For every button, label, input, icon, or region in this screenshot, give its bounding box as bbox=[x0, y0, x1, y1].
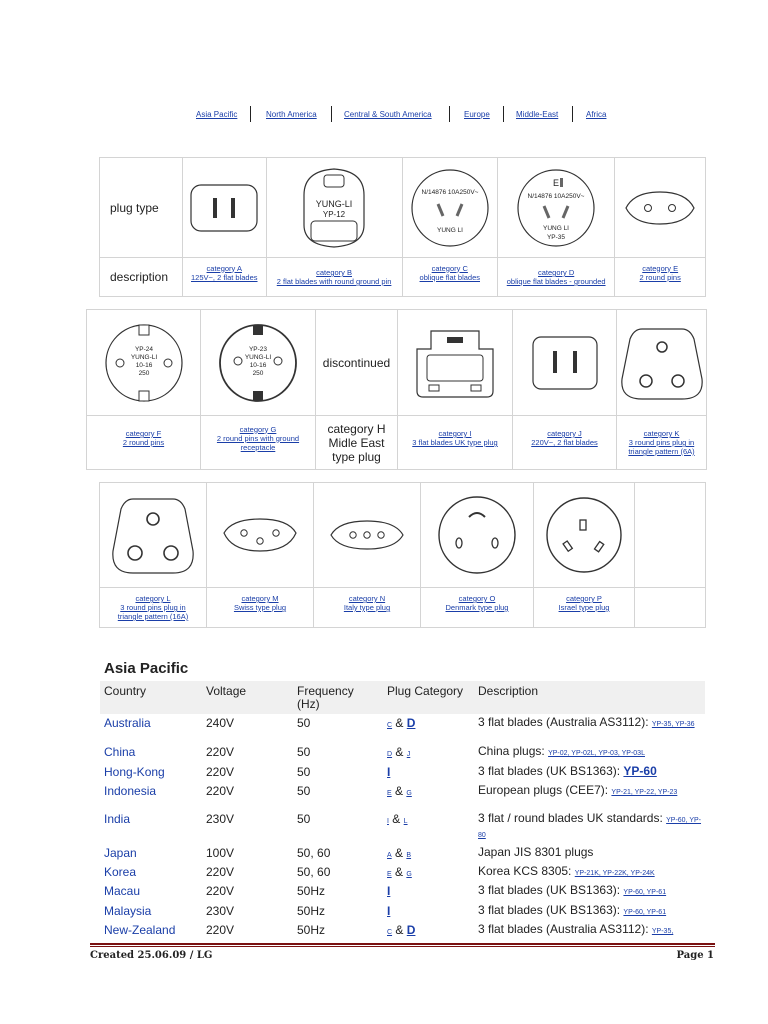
plug-category-link[interactable]: D bbox=[387, 751, 393, 758]
cell-plug-category bbox=[387, 716, 415, 730]
plug-d-icon bbox=[516, 168, 596, 248]
category-b-link[interactable]: category B bbox=[316, 268, 352, 277]
plug-j-icon bbox=[531, 335, 599, 391]
category-a-desc[interactable]: 125V~, 2 flat blades bbox=[191, 272, 258, 282]
header-frequency: Frequency (Hz) bbox=[297, 684, 354, 711]
nav-separator bbox=[331, 106, 332, 122]
plug-b-icon bbox=[299, 165, 369, 251]
description-text: 3 flat blades (UK BS1363): bbox=[478, 883, 621, 897]
category-f-link[interactable]: category F bbox=[125, 429, 162, 438]
category-l-desc[interactable]: 3 round pins plug in triangle pattern (16A) bbox=[117, 603, 189, 621]
discontinued-label: discontinued bbox=[322, 355, 391, 370]
category-j-cell bbox=[513, 416, 617, 470]
svg-text:YUNG-LI: YUNG-LI bbox=[315, 198, 353, 209]
category-k-cell bbox=[617, 416, 707, 470]
cell-frequency: 50 bbox=[297, 765, 311, 779]
category-j-desc[interactable]: 220V~, 2 flat blades bbox=[531, 438, 598, 447]
cell-voltage: 220V bbox=[206, 865, 235, 879]
cell-frequency: 50 bbox=[297, 784, 311, 798]
cell-country: Indonesia bbox=[104, 784, 157, 798]
cell-country: Hong-Kong bbox=[104, 765, 165, 779]
svg-text:E: E bbox=[553, 177, 560, 188]
svg-text:YUNG-LI: YUNG-LI bbox=[244, 353, 272, 361]
nav-africa[interactable]: Africa bbox=[586, 110, 607, 119]
svg-text:10-16: 10-16 bbox=[249, 361, 267, 369]
category-e-desc[interactable]: 2 round pins bbox=[639, 272, 681, 282]
plug-g-icon bbox=[216, 321, 300, 405]
svg-text:YUNG LI: YUNG LI bbox=[543, 224, 570, 232]
category-k-desc[interactable]: 3 round pins plug in triangle pattern (6A) bbox=[628, 438, 695, 456]
category-h-label: category H Midle East type plug bbox=[327, 421, 386, 464]
header-country: Country bbox=[104, 684, 147, 698]
category-c-link[interactable]: category C bbox=[431, 263, 468, 273]
asia-table-header bbox=[100, 681, 705, 714]
cell-country: Macau bbox=[104, 884, 141, 898]
svg-text:YP-24: YP-24 bbox=[134, 345, 153, 353]
cell-description bbox=[478, 904, 703, 919]
plug-image-c bbox=[402, 158, 497, 258]
footer-created: Created 25.06.09 / LG bbox=[90, 950, 213, 961]
category-o-cell bbox=[421, 588, 534, 628]
model-links[interactable]: YP-02, YP-02L, YP-03, YP-03L bbox=[548, 750, 645, 757]
cell-description bbox=[478, 865, 703, 880]
model-links[interactable]: YP-60 bbox=[623, 764, 657, 778]
row-label-description: description bbox=[100, 258, 183, 297]
svg-text:YUNG LI: YUNG LI bbox=[436, 226, 463, 234]
plug-category-link[interactable]: A bbox=[387, 852, 392, 859]
cell-description bbox=[478, 812, 703, 842]
nav-separator bbox=[449, 106, 450, 122]
plug-image-i bbox=[398, 310, 513, 416]
description-text: 3 flat blades (UK BS1363): bbox=[478, 764, 621, 778]
category-n-desc[interactable]: Italy type plug bbox=[343, 603, 391, 612]
plug-f-icon bbox=[102, 321, 186, 405]
cell-frequency: 50, 60 bbox=[297, 846, 331, 860]
category-l-link[interactable]: category L bbox=[135, 594, 171, 603]
cell-country: Japan bbox=[104, 846, 137, 860]
plug-image-a bbox=[183, 158, 267, 258]
cell-frequency: 50, 60 bbox=[297, 865, 331, 879]
category-k-link[interactable]: category K bbox=[643, 429, 680, 438]
plug-category-link[interactable]: G bbox=[406, 871, 412, 878]
cell-frequency: 50 bbox=[297, 812, 311, 826]
plug-k-icon bbox=[620, 323, 704, 403]
category-i-desc[interactable]: 3 flat blades UK type plug bbox=[412, 438, 498, 447]
category-f-desc[interactable]: 2 round pins bbox=[122, 438, 165, 447]
footer-rule bbox=[90, 946, 715, 947]
model-links[interactable]: YP-60, YP-61 bbox=[623, 889, 667, 896]
cell-voltage: 240V bbox=[206, 716, 235, 730]
empty-cell bbox=[635, 483, 706, 588]
cell-description bbox=[478, 784, 703, 799]
svg-text:10-16: 10-16 bbox=[135, 361, 152, 369]
nav-separator bbox=[250, 106, 251, 122]
plug-image-o bbox=[421, 483, 534, 588]
plug-c-icon bbox=[410, 168, 490, 248]
cell-plug-category bbox=[387, 784, 412, 798]
cell-plug-category bbox=[387, 865, 412, 879]
cell-description bbox=[478, 716, 703, 731]
cell-voltage: 220V bbox=[206, 884, 235, 898]
plug-category-amp: & bbox=[392, 812, 401, 826]
plug-category-link[interactable]: J bbox=[406, 751, 411, 758]
plug-image-e bbox=[615, 158, 706, 258]
cell-voltage: 220V bbox=[206, 923, 235, 937]
description-text: Korea KCS 8305: bbox=[478, 864, 572, 878]
cell-description bbox=[478, 765, 703, 778]
empty-cell bbox=[635, 588, 706, 628]
category-l-cell bbox=[100, 588, 207, 628]
footer-page-number: Page 1 bbox=[676, 950, 714, 961]
header-description: Description bbox=[478, 684, 539, 698]
svg-text:YP-35: YP-35 bbox=[547, 233, 566, 241]
category-g-link[interactable]: category G bbox=[239, 424, 277, 434]
plug-category-link[interactable]: I bbox=[387, 904, 391, 918]
plug-category-amp: & bbox=[395, 846, 404, 860]
description-text: China plugs: bbox=[478, 744, 545, 758]
category-o-desc[interactable]: Denmark type plug bbox=[445, 603, 509, 612]
cell-frequency: 50Hz bbox=[297, 884, 326, 898]
plug-category-amp: & bbox=[395, 784, 404, 798]
plug-image-p bbox=[534, 483, 635, 588]
plug-category-link[interactable]: G bbox=[406, 790, 412, 797]
plug-category-amp: & bbox=[395, 716, 404, 730]
plug-m-icon bbox=[220, 515, 300, 555]
plug-image-k bbox=[617, 310, 707, 416]
model-links[interactable]: YP-35, YP-36 bbox=[651, 721, 695, 728]
plug-l-icon bbox=[111, 493, 195, 577]
model-links[interactable]: YP-60, YP-80 bbox=[478, 817, 702, 839]
model-links[interactable]: YP-21K, YP-22K, YP-24K bbox=[574, 870, 655, 877]
header-voltage: Voltage bbox=[206, 684, 247, 698]
nav-europe[interactable]: Europe bbox=[464, 110, 490, 119]
cell-country: India bbox=[104, 812, 131, 826]
header-plug-category: Plug Category bbox=[387, 684, 464, 698]
cell-description bbox=[478, 846, 703, 861]
category-j-link[interactable]: category J bbox=[547, 429, 582, 438]
svg-text:YP-12: YP-12 bbox=[322, 209, 346, 219]
description-text: European plugs (CEE7): bbox=[478, 783, 609, 797]
cell-plug-category bbox=[387, 745, 410, 759]
cell-plug-category bbox=[387, 765, 390, 779]
category-g-cell bbox=[201, 416, 316, 470]
cell-country: Korea bbox=[104, 865, 137, 879]
svg-text:N/14876 10A250V~: N/14876 10A250V~ bbox=[421, 188, 479, 196]
cell-frequency: 50 bbox=[297, 745, 311, 759]
nav-central-south-america[interactable]: Central & South America bbox=[344, 110, 432, 119]
plug-category-link[interactable]: I bbox=[387, 818, 389, 825]
plug-e-icon bbox=[622, 188, 698, 228]
svg-text:250: 250 bbox=[138, 369, 149, 377]
svg-text:N/14876 10A250V~: N/14876 10A250V~ bbox=[527, 192, 585, 200]
cell-frequency: 50 bbox=[297, 716, 311, 730]
category-n-link[interactable]: category N bbox=[348, 594, 386, 603]
svg-text:YUNG-LI: YUNG-LI bbox=[130, 353, 157, 361]
category-i-cell bbox=[398, 416, 513, 470]
section-title-asia-pacific: Asia Pacific bbox=[104, 660, 189, 677]
plug-category-amp: & bbox=[395, 865, 404, 879]
description-text: Japan JIS 8301 plugs bbox=[478, 845, 594, 859]
cell-frequency: 50Hz bbox=[297, 904, 326, 918]
nav-separator bbox=[503, 106, 504, 122]
plug-category-amp: & bbox=[395, 923, 404, 937]
category-e-link[interactable]: category E bbox=[642, 263, 679, 273]
category-o-link[interactable]: category O bbox=[458, 594, 496, 603]
plug-image-d bbox=[497, 158, 614, 258]
plug-p-icon bbox=[543, 494, 625, 576]
cell-plug-category bbox=[387, 923, 415, 937]
plug-category-amp: & bbox=[395, 745, 404, 759]
category-a-link[interactable]: category A bbox=[206, 263, 242, 273]
category-d-link[interactable]: category D bbox=[538, 268, 575, 277]
nav-middle-east[interactable]: Middle-East bbox=[516, 110, 559, 119]
plug-table-3 bbox=[99, 482, 706, 628]
svg-text:250: 250 bbox=[252, 369, 264, 377]
plug-category-link[interactable]: L bbox=[403, 818, 408, 825]
discontinued-cell bbox=[316, 310, 398, 416]
cell-voltage: 100V bbox=[206, 846, 235, 860]
nav-north-america[interactable]: North America bbox=[266, 110, 317, 119]
plug-i-icon bbox=[407, 325, 503, 401]
svg-text:YP-23: YP-23 bbox=[248, 345, 268, 353]
cell-country: Malaysia bbox=[104, 904, 152, 918]
cell-plug-category bbox=[387, 812, 408, 826]
plug-category-link[interactable]: C bbox=[387, 929, 393, 936]
category-h-cell bbox=[316, 416, 398, 470]
plug-image-l bbox=[100, 483, 207, 588]
cell-country: China bbox=[104, 745, 136, 759]
plug-image-j bbox=[513, 310, 617, 416]
plug-image-b bbox=[266, 158, 402, 258]
cell-country: New-Zealand bbox=[104, 923, 176, 937]
description-text: 3 flat blades (Australia AS3112): bbox=[478, 715, 649, 729]
description-text: 3 flat blades (UK BS1363): bbox=[478, 903, 621, 917]
model-links[interactable]: YP-21, YP-22, YP-23 bbox=[611, 789, 678, 796]
category-c-desc[interactable]: oblique flat blades bbox=[419, 272, 480, 282]
category-n-cell bbox=[314, 588, 421, 628]
plug-image-n bbox=[314, 483, 421, 588]
cell-description bbox=[478, 745, 703, 760]
category-f-cell bbox=[87, 416, 201, 470]
cell-voltage: 230V bbox=[206, 904, 235, 918]
plug-category-link[interactable]: I bbox=[387, 884, 391, 898]
plug-image-m bbox=[207, 483, 314, 588]
plug-category-link[interactable]: D bbox=[406, 923, 416, 937]
cell-plug-category bbox=[387, 846, 411, 860]
category-p-link[interactable]: category P bbox=[566, 594, 602, 603]
model-links[interactable]: YP-35, bbox=[651, 928, 674, 935]
cell-plug-category bbox=[387, 904, 390, 918]
cell-voltage: 230V bbox=[206, 812, 235, 826]
plug-a-icon bbox=[189, 183, 259, 233]
cell-country: Australia bbox=[104, 716, 151, 730]
cell-voltage: 220V bbox=[206, 784, 235, 798]
cell-description bbox=[478, 923, 703, 938]
category-d-desc[interactable]: oblique flat blades - grounded bbox=[506, 277, 606, 286]
plug-category-link[interactable]: E bbox=[387, 790, 392, 797]
description-text: 3 flat / round blades UK standards: bbox=[478, 811, 663, 825]
description-text: 3 flat blades (Australia AS3112): bbox=[478, 922, 649, 936]
cell-frequency: 50Hz bbox=[297, 923, 326, 937]
plug-category-link[interactable]: E bbox=[387, 871, 392, 878]
nav-separator bbox=[572, 106, 573, 122]
region-nav bbox=[0, 104, 768, 126]
cell-plug-category bbox=[387, 884, 390, 898]
row-label-plug-type: plug type bbox=[100, 158, 183, 258]
footer-rule bbox=[90, 943, 715, 945]
category-g-desc[interactable]: 2 round pins with ground receptacle bbox=[216, 433, 300, 452]
nav-asia-pacific[interactable]: Asia Pacific bbox=[196, 110, 238, 119]
plug-image-f bbox=[87, 310, 201, 416]
model-links[interactable]: YP-60, YP-61 bbox=[623, 909, 667, 916]
cell-voltage: 220V bbox=[206, 765, 235, 779]
plug-category-link[interactable]: C bbox=[387, 722, 393, 729]
plug-n-icon bbox=[327, 517, 407, 553]
plug-category-link[interactable]: I bbox=[387, 765, 391, 779]
cell-description bbox=[478, 884, 703, 899]
category-b-desc[interactable]: 2 flat blades with round ground pin bbox=[276, 277, 392, 286]
plug-category-link[interactable]: D bbox=[406, 716, 416, 730]
plug-table-1 bbox=[99, 157, 706, 297]
category-m-cell bbox=[207, 588, 314, 628]
plug-o-icon bbox=[435, 493, 519, 577]
category-m-link[interactable]: category M bbox=[241, 594, 279, 603]
category-p-cell bbox=[534, 588, 635, 628]
category-m-desc[interactable]: Swiss type plug bbox=[233, 603, 287, 612]
plug-category-link[interactable]: B bbox=[406, 852, 412, 859]
cell-voltage: 220V bbox=[206, 745, 235, 759]
plug-image-g bbox=[201, 310, 316, 416]
plug-table-2 bbox=[86, 309, 707, 470]
category-p-desc[interactable]: Israel type plug bbox=[558, 603, 610, 612]
category-i-link[interactable]: category I bbox=[438, 429, 472, 438]
